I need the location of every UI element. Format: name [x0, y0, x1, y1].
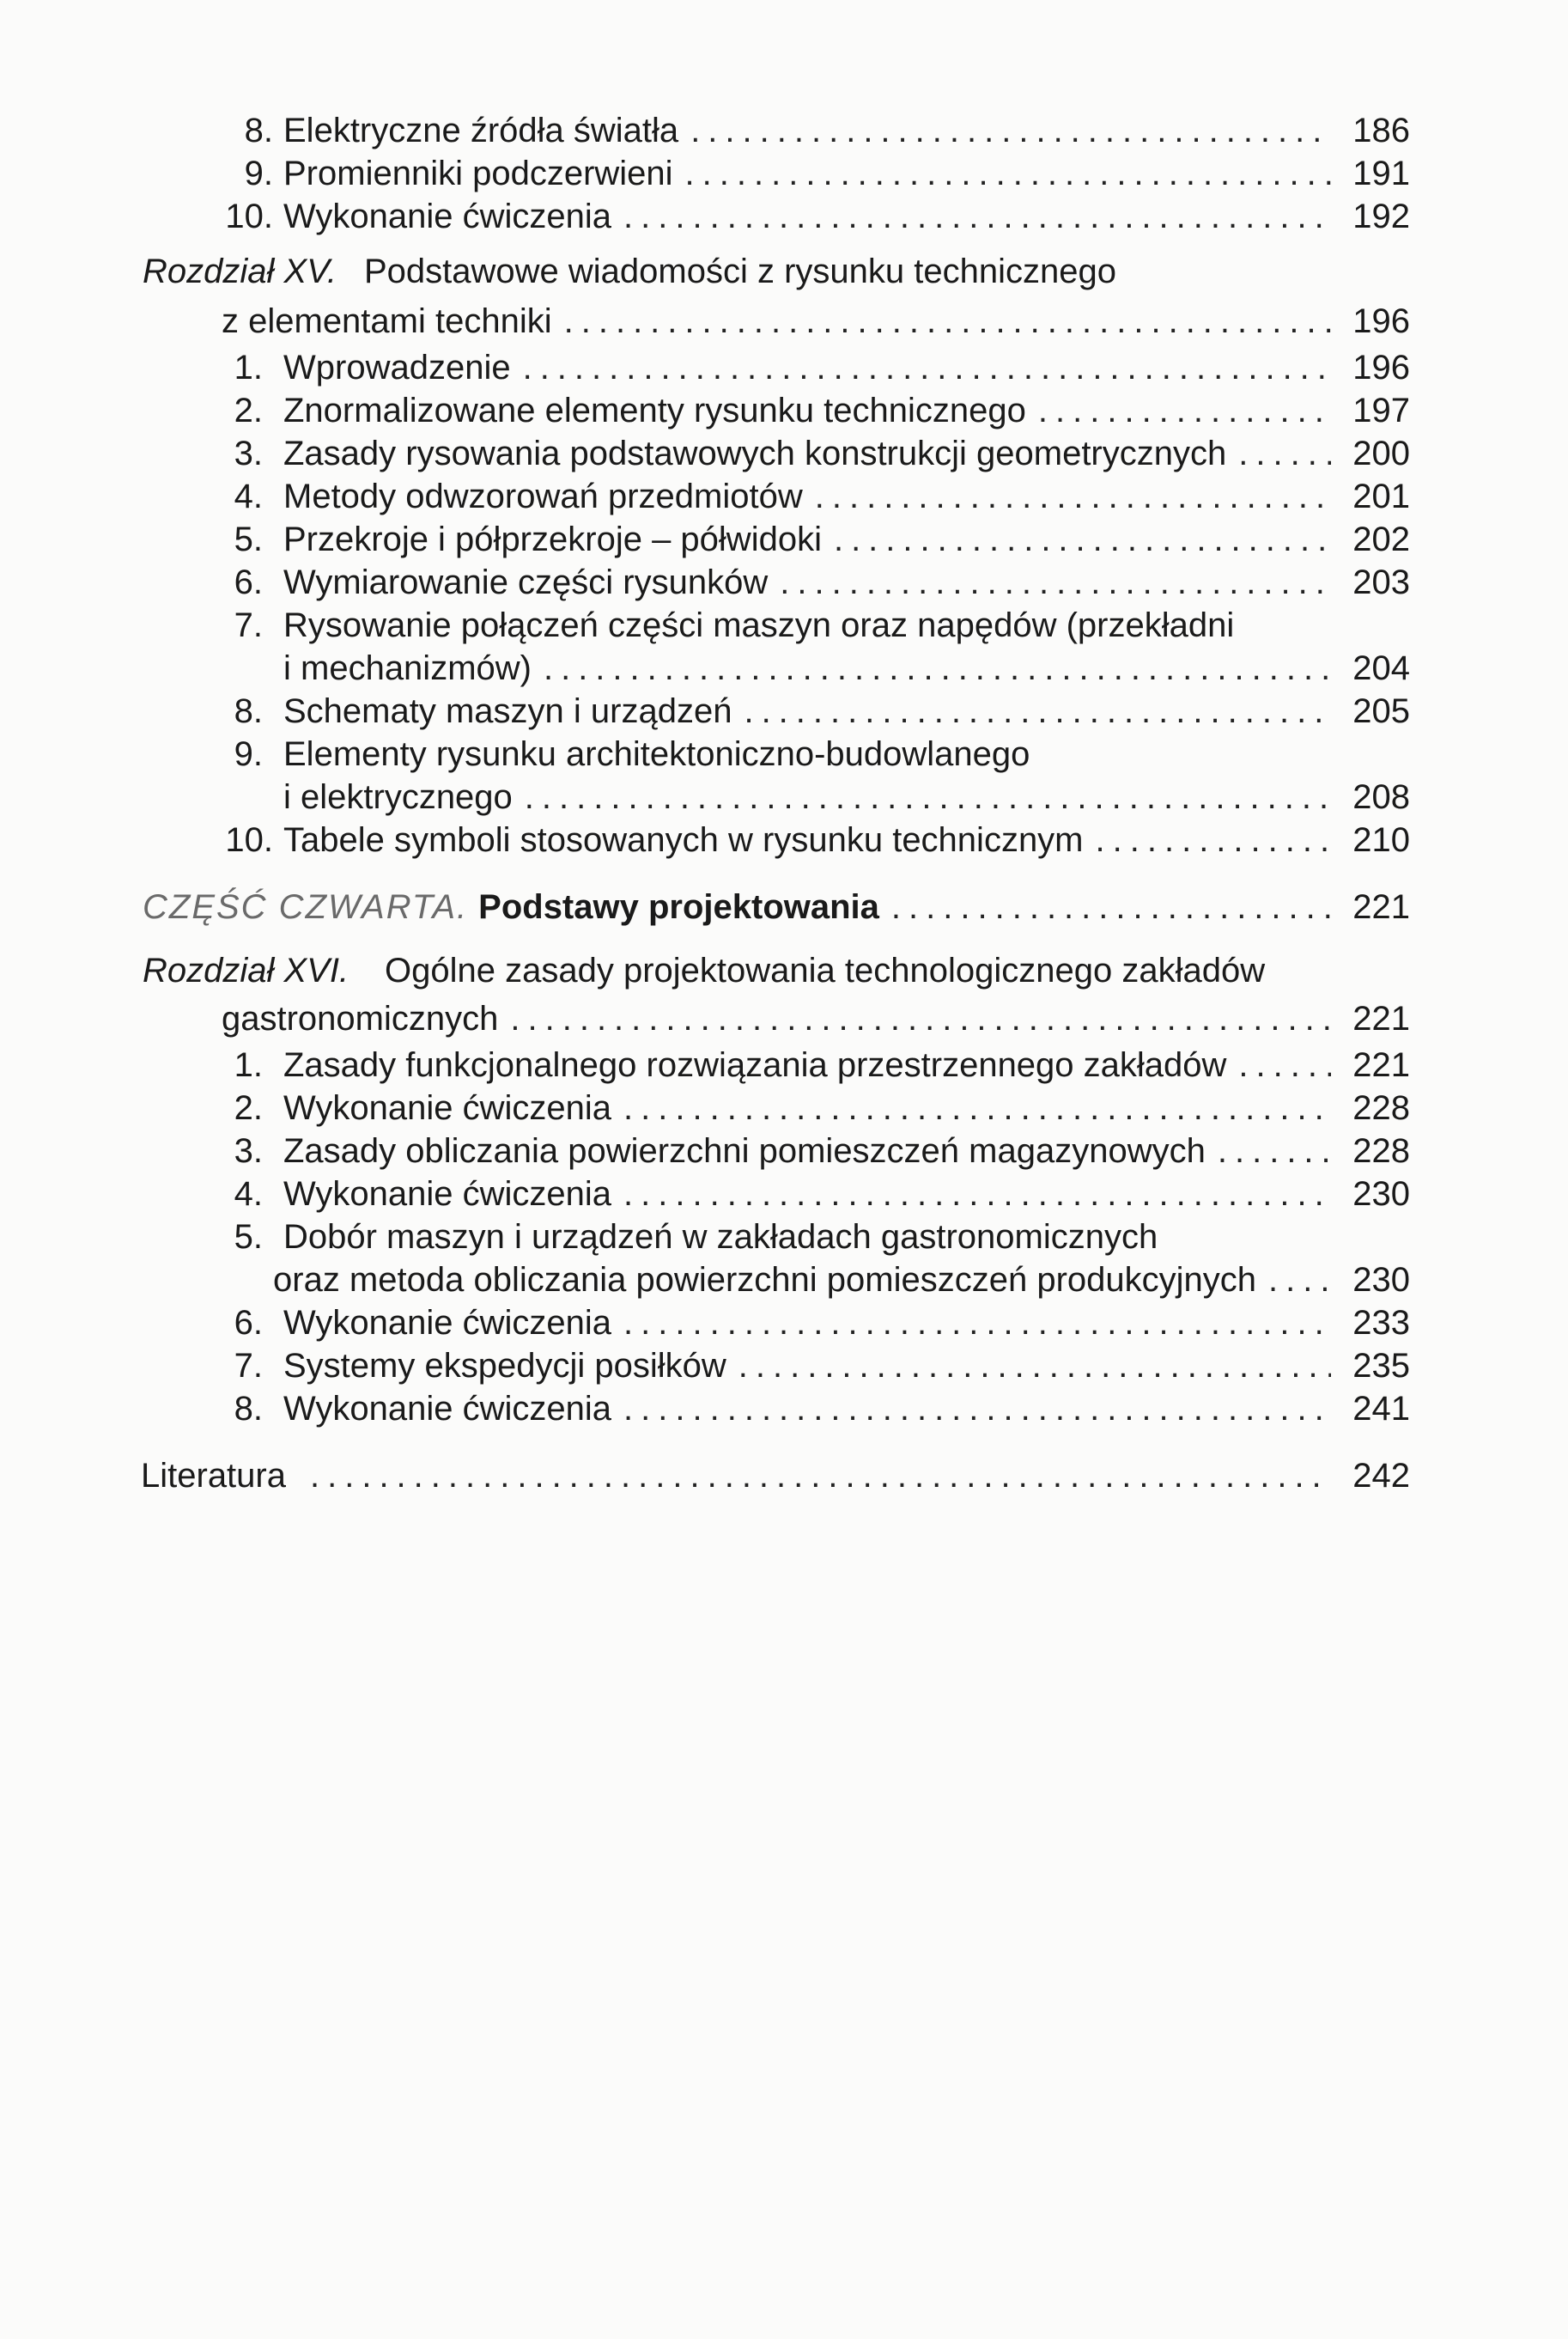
- entry-number: 4.: [234, 478, 263, 515]
- page-number: 210: [1352, 821, 1410, 859]
- entry-number: 1.: [234, 349, 263, 387]
- toc-entry: [0, 347, 1568, 388]
- page-number: 235: [1352, 1347, 1410, 1385]
- entry-number: 3.: [234, 1132, 263, 1170]
- toc-entry-line2: [0, 1259, 1568, 1300]
- dot-leader: [685, 153, 1331, 194]
- dot-leader: [1268, 1259, 1331, 1300]
- entry-label: Schematy maszyn i urządzeń: [283, 692, 732, 730]
- toc-entry-line2: [0, 648, 1568, 689]
- toc-entry: [0, 562, 1568, 603]
- entry-number: 1.: [234, 1046, 263, 1084]
- entry-label: Znormalizowane elementy rysunku technicznego: [283, 392, 1026, 429]
- entry-label: Przekroje i półprzekroje – półwidoki: [283, 521, 822, 558]
- page-number: 202: [1352, 521, 1410, 558]
- page-number: 241: [1352, 1390, 1410, 1428]
- entry-label: Wprowadzenie: [283, 349, 511, 387]
- page-number: 191: [1352, 155, 1410, 192]
- entry-label: Zasady funkcjonalnego rozwiązania przestrzennego zakładów: [283, 1046, 1227, 1084]
- entry-label: Systemy ekspedycji posiłków: [283, 1347, 726, 1385]
- part-title: Podstawy projektowania: [478, 888, 879, 926]
- entry-label: Literatura: [141, 1457, 286, 1495]
- entry-label: Wykonanie ćwiczenia: [283, 1304, 612, 1342]
- toc-entry: [0, 1087, 1568, 1129]
- chapter-prefix: Rozdział XV.: [143, 253, 337, 290]
- dot-leader: [738, 1345, 1331, 1386]
- page-number: 233: [1352, 1304, 1410, 1342]
- toc-entry: [0, 433, 1568, 474]
- page-number: 208: [1352, 778, 1410, 816]
- chapter-heading: [0, 950, 1568, 991]
- page-number: 192: [1352, 198, 1410, 235]
- page-number: 230: [1352, 1261, 1410, 1299]
- chapter-heading-line2: [0, 301, 1568, 342]
- dot-leader: [1038, 390, 1331, 431]
- entry-number: 10.: [225, 821, 273, 859]
- dot-leader: [1096, 819, 1331, 861]
- dot-leader: [623, 196, 1331, 237]
- dot-leader: [891, 886, 1331, 928]
- entry-label-line1: Dobór maszyn i urządzeń w zakładach gastronomicznych: [283, 1218, 1158, 1256]
- chapter-title-line2: gastronomicznych: [222, 1000, 499, 1038]
- entry-label-line2: i elektrycznego: [283, 778, 513, 816]
- entry-number: 6.: [234, 1304, 263, 1342]
- dot-leader: [1218, 1130, 1331, 1172]
- dot-leader: [834, 519, 1331, 560]
- page-number: 205: [1352, 692, 1410, 730]
- page-number: 196: [1352, 349, 1410, 387]
- page-number: 203: [1352, 563, 1410, 601]
- toc-entry: [0, 196, 1568, 237]
- toc-entry: [0, 1345, 1568, 1386]
- toc-entry: [0, 734, 1568, 775]
- dot-leader: [780, 562, 1331, 603]
- chapter-prefix: Rozdział XVI.: [143, 952, 349, 990]
- dot-leader: [1238, 1045, 1331, 1086]
- toc-entry: [0, 1045, 1568, 1086]
- dot-leader: [564, 301, 1331, 342]
- entry-number: 8.: [234, 1390, 263, 1428]
- entry-label: Elektryczne źródła światła: [283, 112, 679, 149]
- entry-label: Tabele symboli stosowanych w rysunku technicznym: [283, 821, 1084, 859]
- dot-leader: [544, 648, 1331, 689]
- chapter-heading: [0, 251, 1568, 292]
- dot-leader: [523, 347, 1331, 388]
- chapter-title-line1: Podstawowe wiadomości z rysunku technicznego: [364, 253, 1116, 290]
- entry-number: 10.: [225, 198, 273, 235]
- toc-entry: [0, 476, 1568, 517]
- dot-leader: [510, 998, 1331, 1039]
- dot-leader: [815, 476, 1331, 517]
- page-number: 196: [1352, 302, 1410, 340]
- toc-entry-literature: [0, 1455, 1568, 1496]
- page-number: 200: [1352, 435, 1410, 472]
- page-number: 221: [1352, 1046, 1410, 1084]
- entry-number: 4.: [234, 1175, 263, 1213]
- entry-number: 3.: [234, 435, 263, 472]
- page-number: 197: [1352, 392, 1410, 429]
- page-number: 228: [1352, 1132, 1410, 1170]
- entry-label: Metody odwzorowań przedmiotów: [283, 478, 803, 515]
- entry-number: 2.: [234, 1089, 263, 1127]
- entry-number: 5.: [234, 521, 263, 558]
- toc-entry: [0, 110, 1568, 151]
- page-number: 242: [1352, 1457, 1410, 1495]
- page-number: 221: [1352, 888, 1410, 926]
- entry-label: Wykonanie ćwiczenia: [283, 198, 612, 235]
- toc-entry: [0, 519, 1568, 560]
- toc-entry: [0, 605, 1568, 646]
- dot-leader: [690, 110, 1331, 151]
- dot-leader: [525, 777, 1331, 818]
- entry-label: Wykonanie ćwiczenia: [283, 1089, 612, 1127]
- entry-label-line2: oraz metoda obliczania powierzchni pomieszczeń produkcyjnych: [273, 1261, 1257, 1299]
- entry-number: 7.: [234, 1347, 263, 1385]
- toc-entry: [0, 691, 1568, 732]
- chapter-heading-line2: [0, 998, 1568, 1039]
- entry-label: Promienniki podczerwieni: [283, 155, 673, 192]
- page-number: 230: [1352, 1175, 1410, 1213]
- entry-number: 5.: [234, 1218, 263, 1256]
- dot-leader: [623, 1173, 1331, 1215]
- entry-label: Wykonanie ćwiczenia: [283, 1175, 612, 1213]
- entry-label-line1: Rysowanie połączeń części maszyn oraz napędów (przekładni: [283, 606, 1235, 644]
- dot-leader: [623, 1087, 1331, 1129]
- toc-entry-line2: [0, 777, 1568, 818]
- part-heading: [0, 886, 1568, 928]
- entry-number: 8.: [244, 112, 273, 149]
- entry-label: Wykonanie ćwiczenia: [283, 1390, 612, 1428]
- page-number: 221: [1352, 1000, 1410, 1038]
- dot-leader: [1238, 433, 1331, 474]
- entry-number: 6.: [234, 563, 263, 601]
- dot-leader: [623, 1388, 1331, 1429]
- toc-entry: [0, 819, 1568, 861]
- dot-leader: [623, 1302, 1331, 1343]
- chapter-title-line1: Ogólne zasady projektowania technologicznego zakładów: [385, 952, 1266, 990]
- toc-entry: [0, 390, 1568, 431]
- toc-entry: [0, 1130, 1568, 1172]
- dot-leader: [310, 1455, 1331, 1496]
- entry-label: Wymiarowanie części rysunków: [283, 563, 769, 601]
- chapter-title-line2: z elementami techniki: [222, 302, 552, 340]
- entry-number: 7.: [234, 606, 263, 644]
- entry-label-line1: Elementy rysunku architektoniczno-budowlanego: [283, 735, 1030, 773]
- toc-entry: [0, 1216, 1568, 1258]
- dot-leader: [744, 691, 1331, 732]
- entry-number: 2.: [234, 392, 263, 429]
- toc-entry: [0, 1388, 1568, 1429]
- page-number: 201: [1352, 478, 1410, 515]
- page-number: 204: [1352, 649, 1410, 687]
- entry-number: 9.: [244, 155, 273, 192]
- toc-entry: [0, 1173, 1568, 1215]
- entry-number: 9.: [234, 735, 263, 773]
- toc-entry: [0, 153, 1568, 194]
- part-prefix: CZĘŚĆ CZWARTA.: [143, 888, 469, 926]
- entry-label: Zasady obliczania powierzchni pomieszczeń magazynowych: [283, 1132, 1206, 1170]
- entry-number: 8.: [234, 692, 263, 730]
- entry-label: Zasady rysowania podstawowych konstrukcji geometrycznych: [283, 435, 1227, 472]
- toc-entry: [0, 1302, 1568, 1343]
- entry-label-line2: i mechanizmów): [283, 649, 532, 687]
- page-number: 228: [1352, 1089, 1410, 1127]
- page-number: 186: [1352, 112, 1410, 149]
